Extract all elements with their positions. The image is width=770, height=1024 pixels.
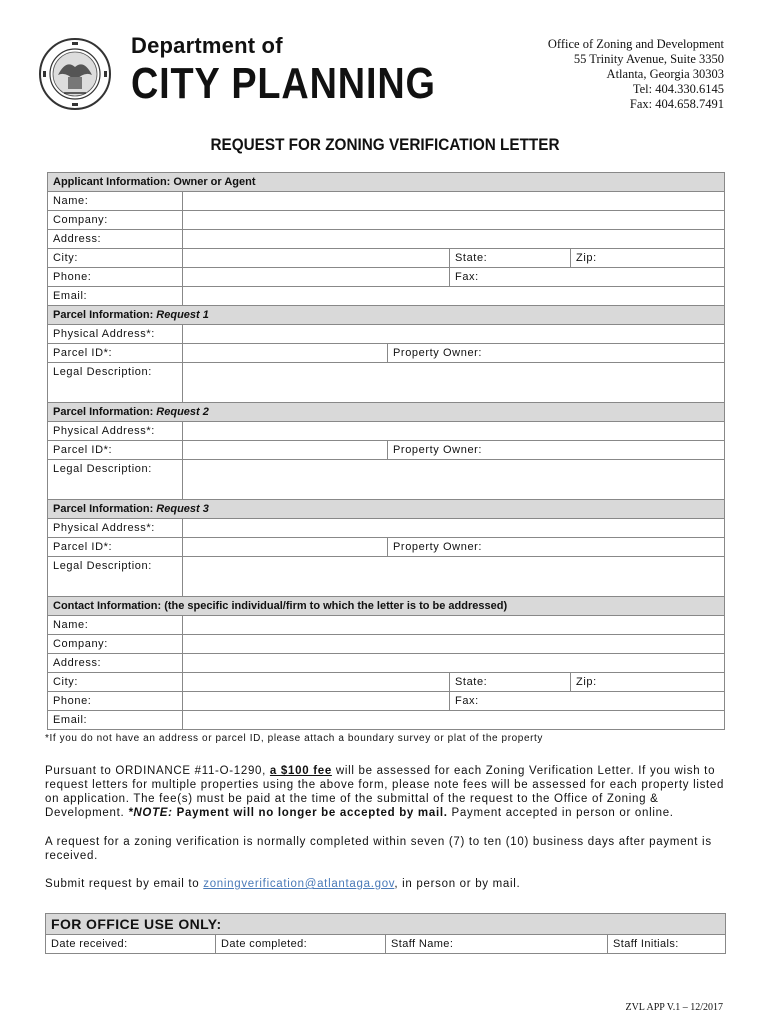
email-link[interactable]: zoningverification@atlantaga.gov bbox=[203, 878, 395, 890]
timing-paragraph: A request for a zoning verification is normally completed within seven (7) to ten (10) business days after payment is received. bbox=[45, 836, 712, 862]
parcel-2-id-field[interactable] bbox=[183, 441, 388, 460]
parcel-2-legal-label: Legal Description: bbox=[48, 460, 183, 500]
request-form-table bbox=[47, 172, 725, 730]
applicant-heading: Applicant Information: Owner or Agent bbox=[48, 173, 725, 192]
form-title: REQUEST FOR ZONING VERIFICATION LETTER bbox=[210, 135, 560, 154]
office-address-block bbox=[548, 37, 724, 112]
applicant-address-field[interactable] bbox=[183, 230, 725, 249]
department-label: Department of bbox=[131, 33, 283, 58]
office-street: 55 Trinity Avenue, Suite 3350 bbox=[573, 52, 724, 66]
parcel-3-id-label: Parcel ID*: bbox=[48, 538, 183, 557]
office-use-heading: FOR OFFICE USE ONLY: bbox=[46, 914, 726, 935]
applicant-zip-field[interactable]: Zip: bbox=[571, 249, 725, 268]
parcel-2-address-field[interactable] bbox=[183, 422, 725, 441]
parcel-3-section-header bbox=[48, 500, 725, 519]
office-fax: Fax: 404.658.7491 bbox=[629, 97, 724, 111]
applicant-fax-field[interactable]: Fax: bbox=[450, 268, 725, 287]
office-tel: Tel: 404.330.6145 bbox=[632, 82, 724, 96]
applicant-phone-label: Phone: bbox=[48, 268, 183, 287]
date-received-field[interactable]: Date received: bbox=[46, 935, 216, 954]
applicant-email-label: Email: bbox=[48, 287, 183, 306]
contact-email-field[interactable] bbox=[183, 711, 725, 730]
submit-paragraph: Submit request by email to zoningverification@atlantaga.gov, in person or by mail. bbox=[45, 878, 521, 890]
applicant-email-field[interactable] bbox=[183, 287, 725, 306]
contact-city-label: City: bbox=[48, 673, 183, 692]
contact-name-label: Name: bbox=[48, 616, 183, 635]
applicant-company-label: Company: bbox=[48, 211, 183, 230]
parcel-2-id-label: Parcel ID*: bbox=[48, 441, 183, 460]
department-name: CITY PLANNING bbox=[131, 59, 436, 108]
applicant-state-field[interactable]: State: bbox=[450, 249, 571, 268]
parcel-1-id-label: Parcel ID*: bbox=[48, 344, 183, 363]
parcel-1-legal-field[interactable] bbox=[183, 363, 725, 403]
applicant-company-field[interactable] bbox=[183, 211, 725, 230]
parcel-1-id-field[interactable] bbox=[183, 344, 388, 363]
parcel-1-address-label: Physical Address*: bbox=[48, 325, 183, 344]
form-version: ZVL APP V.1 – 12/2017 bbox=[625, 1002, 723, 1013]
applicant-phone-field[interactable] bbox=[183, 268, 450, 287]
parcel-3-owner-field[interactable]: Property Owner: bbox=[388, 538, 725, 557]
parcel-3-legal-field[interactable] bbox=[183, 557, 725, 597]
contact-state-field[interactable]: State: bbox=[450, 673, 571, 692]
applicant-city-label: City: bbox=[48, 249, 183, 268]
office-city: Atlanta, Georgia 30303 bbox=[606, 67, 724, 81]
parcel-2-address-label: Physical Address*: bbox=[48, 422, 183, 441]
applicant-name-field[interactable] bbox=[183, 192, 725, 211]
parcel-2-heading: Parcel Information: Request 2 bbox=[48, 403, 725, 422]
parcel-3-id-field[interactable] bbox=[183, 538, 388, 557]
contact-email-label: Email: bbox=[48, 711, 183, 730]
parcel-3-legal-label: Legal Description: bbox=[48, 557, 183, 597]
applicant-section-header bbox=[48, 173, 725, 192]
parcel-2-section-header bbox=[48, 403, 725, 422]
parcel-1-heading: Parcel Information: Request 1 bbox=[48, 306, 725, 325]
contact-address-label: Address: bbox=[48, 654, 183, 673]
contact-company-label: Company: bbox=[48, 635, 183, 654]
parcel-2-legal-field[interactable] bbox=[183, 460, 725, 500]
contact-phone-label: Phone: bbox=[48, 692, 183, 711]
applicant-address-label: Address: bbox=[48, 230, 183, 249]
parcel-1-address-field[interactable] bbox=[183, 325, 725, 344]
staff-initials-field[interactable]: Staff Initials: bbox=[608, 935, 726, 954]
parcel-3-address-label: Physical Address*: bbox=[48, 519, 183, 538]
contact-company-field[interactable] bbox=[183, 635, 725, 654]
contact-phone-field[interactable] bbox=[183, 692, 450, 711]
parcel-1-section-header bbox=[48, 306, 725, 325]
parcel-3-heading: Parcel Information: Request 3 bbox=[48, 500, 725, 519]
office-use-table bbox=[45, 913, 726, 954]
parcel-1-legal-label: Legal Description: bbox=[48, 363, 183, 403]
fee-paragraph: Pursuant to ORDINANCE #11-O-1290, a $100 fee will be assessed for each Zoning Verification Letter. If you wish to request letters for multiple properties using the above form, please note fees will be assessed for each property listed on application. The fee(s) must be paid at the time of the submittal of the request to the Office of Zoning & Development. *NOTE: Payment will no longer be accepted by mail. Payment accepted in person or online. bbox=[45, 765, 725, 819]
parcel-2-owner-field[interactable]: Property Owner: bbox=[388, 441, 725, 460]
footnote: *If you do not have an address or parcel ID, please attach a boundary survey or plat of the property bbox=[45, 733, 544, 744]
office-name: Office of Zoning and Development bbox=[547, 37, 724, 51]
contact-name-field[interactable] bbox=[183, 616, 725, 635]
staff-name-field[interactable]: Staff Name: bbox=[386, 935, 608, 954]
city-seal-logo bbox=[38, 37, 112, 111]
contact-heading: Contact Information: (the specific individual/firm to which the letter is to be addressed) bbox=[48, 597, 725, 616]
applicant-city-field[interactable] bbox=[183, 249, 450, 268]
contact-fax-field[interactable]: Fax: bbox=[450, 692, 725, 711]
contact-zip-field[interactable]: Zip: bbox=[571, 673, 725, 692]
parcel-1-owner-field[interactable]: Property Owner: bbox=[388, 344, 725, 363]
contact-address-field[interactable] bbox=[183, 654, 725, 673]
contact-city-field[interactable] bbox=[183, 673, 450, 692]
contact-section-header bbox=[48, 597, 725, 616]
applicant-name-label: Name: bbox=[48, 192, 183, 211]
parcel-3-address-field[interactable] bbox=[183, 519, 725, 538]
date-completed-field[interactable]: Date completed: bbox=[216, 935, 386, 954]
